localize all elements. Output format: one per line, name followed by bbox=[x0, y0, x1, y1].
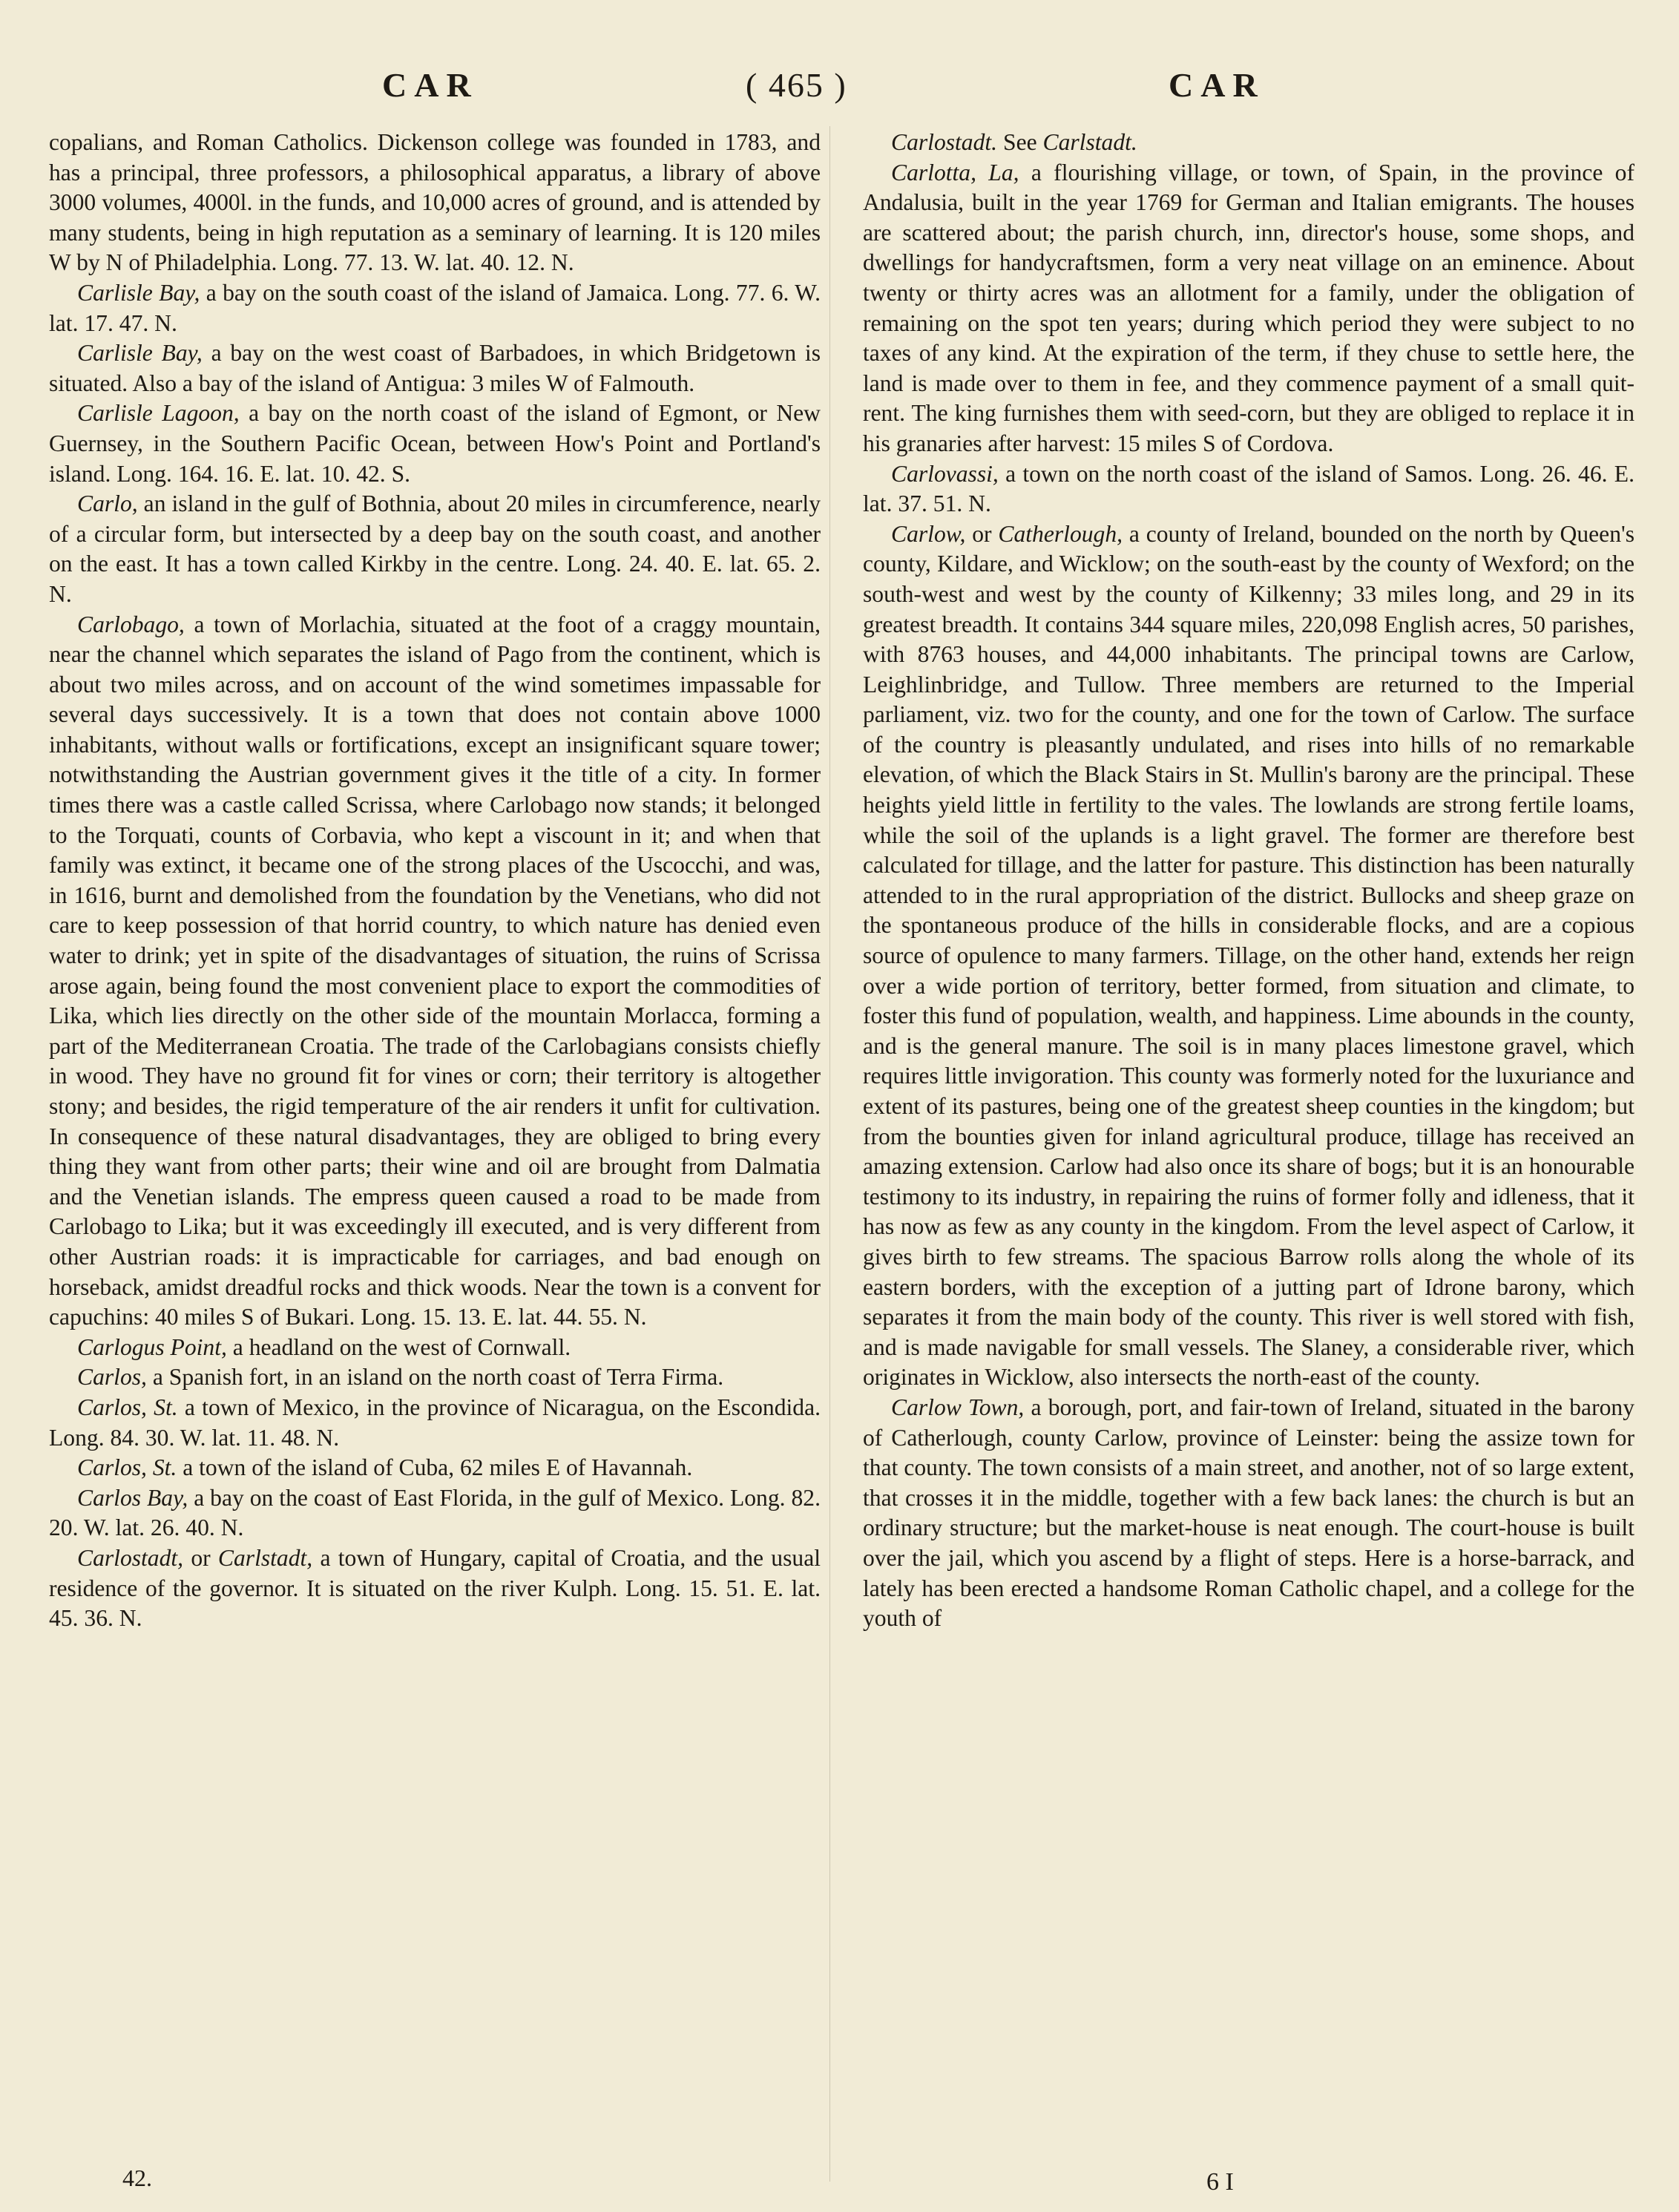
gazetteer-entry bbox=[49, 489, 821, 609]
gazetteer-entry bbox=[49, 398, 821, 489]
gazetteer-entry bbox=[863, 1393, 1634, 1634]
entry-headword-alt: Catherlough, bbox=[998, 520, 1123, 547]
right-column bbox=[863, 128, 1634, 1634]
gazetteer-entry bbox=[863, 519, 1634, 1393]
entry-headword: Carlostadt, bbox=[77, 1544, 184, 1571]
entry-headword: Carlos Bay, bbox=[77, 1484, 188, 1511]
entry-text: a Spanish fort, in an island on the north coast of Terra Firma. bbox=[146, 1364, 724, 1391]
gazetteer-entry bbox=[49, 1333, 821, 1363]
entry-text: a bay on the north coast of the island of Egmont, or New Guernsey, in the Southern Pacific Ocean, between How's Point and Portland's island. Long. 164. 16. E. lat. 10. 42. S. bbox=[49, 400, 821, 487]
gazetteer-entry bbox=[49, 338, 821, 398]
entry-headword: Carlos, bbox=[77, 1364, 147, 1391]
entry-text: copalians, and Roman Catholics. Dickenson college was founded in 1783, and has a principal, three professors, a philosophical apparatus, a library of above 3000 volumes, 4000l. in the funds, and 10,000 acres of ground, and is attended by many students, being in high reputation as a seminary of learning. It is 120 miles W by N of Philadelphia. Long. 77. 13. W. lat. 40. 12. N. bbox=[49, 129, 821, 276]
continued-entry bbox=[49, 128, 821, 278]
gazetteer-entry bbox=[49, 1362, 821, 1393]
running-head-right: CAR bbox=[1169, 66, 1265, 104]
gazetteer-entry bbox=[49, 1393, 821, 1453]
entry-text: a town on the north coast of the island of Samos. Long. 26. 46. E. lat. 37. 51. N. bbox=[863, 460, 1634, 517]
entry-headword: Carlisle Bay, bbox=[77, 279, 200, 306]
entry-headword: Carlisle Lagoon, bbox=[77, 400, 240, 427]
entry-text: or bbox=[965, 520, 999, 547]
signature-mark: 6 I bbox=[1206, 2168, 1234, 2196]
running-head-left: CAR bbox=[382, 66, 479, 104]
entry-text: a bay on the south coast of the island of Jamaica. Long. 77. 6. W. lat. 17. 47. N. bbox=[49, 279, 821, 336]
entry-headword: Carlos, St. bbox=[77, 1454, 177, 1481]
entry-text: a town of Mexico, in the province of Nicaragua, on the Escondida. Long. 84. 30. W. lat. 11. 48. N. bbox=[49, 1394, 821, 1451]
entry-text: a town of the island of Cuba, 62 miles E of Havannah. bbox=[177, 1454, 693, 1481]
entry-headword: Carlow Town, bbox=[891, 1394, 1025, 1420]
column-divider bbox=[829, 126, 830, 2182]
entry-headword: Carlow, bbox=[891, 520, 966, 547]
entry-text: a bay on the coast of East Florida, in the gulf of Mexico. Long. 82. 20. W. lat. 26. 40. N. bbox=[49, 1484, 821, 1541]
entry-headword: Carlo, bbox=[77, 490, 138, 517]
gazetteer-entry bbox=[49, 1453, 821, 1483]
gazetteer-entry bbox=[49, 278, 821, 338]
entry-headword-alt: Carlstadt, bbox=[217, 1544, 313, 1571]
entry-headword: Carlos, St. bbox=[77, 1394, 178, 1420]
entry-text: an island in the gulf of Bothnia, about 20 miles in circumference, nearly of a circular form, but intersected by a deep bay on the south coast, and another on the east. It has a town called Kirkby in the centre. Long. 24. 40. E. lat. 65. 2. N. bbox=[49, 490, 821, 607]
gazetteer-entry bbox=[863, 158, 1634, 459]
entry-text-continued: a county of Ireland, bounded on the north by Queen's county, Kildare, and Wicklow; on the south-east by the county of Wexford; on the south-west and west by the county of Kilkenny; 33 miles long, and 29 in its greatest breadth. It contains 344 square miles, 220,098 English acres, 50 parishes, with 8763 houses, and 44,000 inhabitants. The principal towns are Carlow, Leighlinbridge, and Tullow. Three members are returned to the Imperial parliament, viz. two for the county, and one for the town of Carlow. The surface of the country is pleasantly undulated, and rises into hills of no remarkable elevation, of which the Black Stairs in St. Mullin's barony are the principal. These heights yield little in fertility to the vales. The lowlands are strong fertile loams, while the soil of the uplands is a light gravel. The former are therefore best calculated for tillage, and the latter for pasture. This distinction has been naturally attended to in the rural appropriation of the district. Bullocks and sheep graze on the spontaneous produce of the hills in considerable flocks, and are a copious source of opulence to many farmers. Tillage, on the other hand, extends her reign over a wide portion of territory, better formed, from situation and climate, to foster this fund of population, wealth, and happiness. Lime abounds in the county, and is the general manure. The soil is in many places limestone gravel, which requires little invigoration. This county was formerly noted for the luxuriance and extent of its pastures, being one of the greatest sheep counties in the kingdom; but from the bounties given for inland agricultural produce, tillage has received an amazing extension. Carlow had also once its share of bogs; but it is an honourable testimony to its industry, in repairing the ruins of former folly and idleness, that it has now as few as any county in the kingdom. From the level aspect of Carlow, it gives birth to few streams. The spacious Barrow rolls along the whole of its eastern borders, with the exception of a jutting part of Idrone barony, which separates it from the main body of the county. This river is well stored with fish, and is made navigable for small vessels. The Slaney, a considerable river, which originates in Wicklow, also intersects the north-east of the county. bbox=[863, 520, 1634, 1391]
entry-text-continued: a town of Hungary, capital of Croatia, and the usual residence of the governor. It is situated on the river Kulph. Long. 15. 51. E. lat. 45. 36. N. bbox=[49, 1544, 821, 1632]
entry-headword: Carlogus Point, bbox=[77, 1333, 227, 1360]
entry-headword: Carlobago, bbox=[77, 611, 185, 637]
entry-headword: Carlotta, La, bbox=[891, 159, 1019, 186]
gazetteer-entry bbox=[49, 1483, 821, 1543]
entry-text: a town of Morlachia, situated at the foot of a craggy mountain, near the channel which separates the island of Pago from the continent, which is about two miles across, and on account of the wind sometimes impassable for several days successively. It is a town that does not contain above 1000 inhabitants, without walls or fortifications, except an insignificant square tower; notwithstanding the Austrian government gives it the title of a city. In former times there was a castle called Scrissa, where Carlobago now stands; it belonged to the Torquati, counts of Corbavia, who kept a viscount in it; and when that family was extinct, it became one of the strong places of the Uscocchi, and was, in 1616, burnt and demolished from the foundation by the Venetians, who did not care to keep possession of that horrid country, to which nature has denied even water to drink; yet in spite of the disadvantages of situation, the ruins of Scrissa arose again, being found the most convenient place to export the commodities of Lika, which lies directly on the other side of the mountain Morlacca, forming a part of the Mediterranean Croatia. The trade of the Carlobagians consists chiefly in wood. They have no ground fit for vines or corn; their territory is altogether stony; and besides, the rigid temperature of the air renders it unfit for cultivation. In consequence of these natural disadvantages, they are obliged to bring every thing they want from other parts; their wine and oil are brought from Dalmatia and the Venetian islands. The empress queen caused a road to be made from Carlobago to Lika; but it was exceedingly ill executed, and is very different from other Austrian roads: it is impracticable for carriages, and bad enough on horseback, amidst dreadful rocks and thick woods. Near the town is a convent for capuchins: 40 miles S of Bukari. Long. 15. 13. E. lat. 44. 55. N. bbox=[49, 611, 821, 1330]
entry-headword: Carlovassi, bbox=[891, 460, 999, 487]
entry-text: a flourishing village, or town, of Spain, in the province of Andalusia, built in the year 1769 for German and Italian emigrants. The houses are scattered about; the parish church, inn, director's house, some shops, and dwellings for handycraftsmen, form a very neat village on an eminence. About twenty or thirty acres was an allotment for a family, under the obligation of remaining on the spot ten years; during which period they were subject to no taxes of any kind. At the expiration of the term, if they chuse to settle here, the land is made over to them in fee, and they commence payment of a small quit-rent. The king furnishes them with seed-corn, but they are obliged to replace it in his granaries after harvest: 15 miles S of Cordova. bbox=[863, 159, 1634, 456]
page-number: ( 465 ) bbox=[746, 66, 847, 104]
entry-text: or bbox=[183, 1544, 218, 1571]
entry-headword: Carlisle Bay, bbox=[77, 340, 203, 367]
entry-text: a bay on the west coast of Barbadoes, in which Bridgetown is situated. Also a bay of the island of Antigua: 3 miles W of Falmouth. bbox=[49, 340, 821, 396]
gazetteer-entry bbox=[863, 459, 1634, 519]
left-column-end: 42. bbox=[122, 2165, 152, 2191]
entry-headword-alt: Carlstadt. bbox=[1042, 129, 1137, 155]
gazetteer-entry bbox=[863, 128, 1634, 158]
entry-text: a headland on the west of Cornwall. bbox=[226, 1333, 571, 1360]
left-column bbox=[49, 128, 821, 1634]
gazetteer-entry bbox=[49, 1543, 821, 1634]
entry-text: See bbox=[997, 129, 1043, 155]
gazetteer-entry bbox=[49, 610, 821, 1333]
entry-text: a borough, port, and fair-town of Ireland, situated in the barony of Catherlough, county Carlow, province of Leinster: being the assize town for that county. The town consists of a main street, and another, not of so large extent, that crosses it in the middle, together with a few back lanes: the church is but an ordinary structure; but the market-house is neat enough. The court-house is built over the jail, which you ascend by a flight of steps. Here is a horse-barrack, and lately has been erected a handsome Roman Catholic chapel, and a college for the youth of bbox=[863, 1394, 1634, 1632]
entry-headword: Carlostadt. bbox=[891, 129, 998, 155]
